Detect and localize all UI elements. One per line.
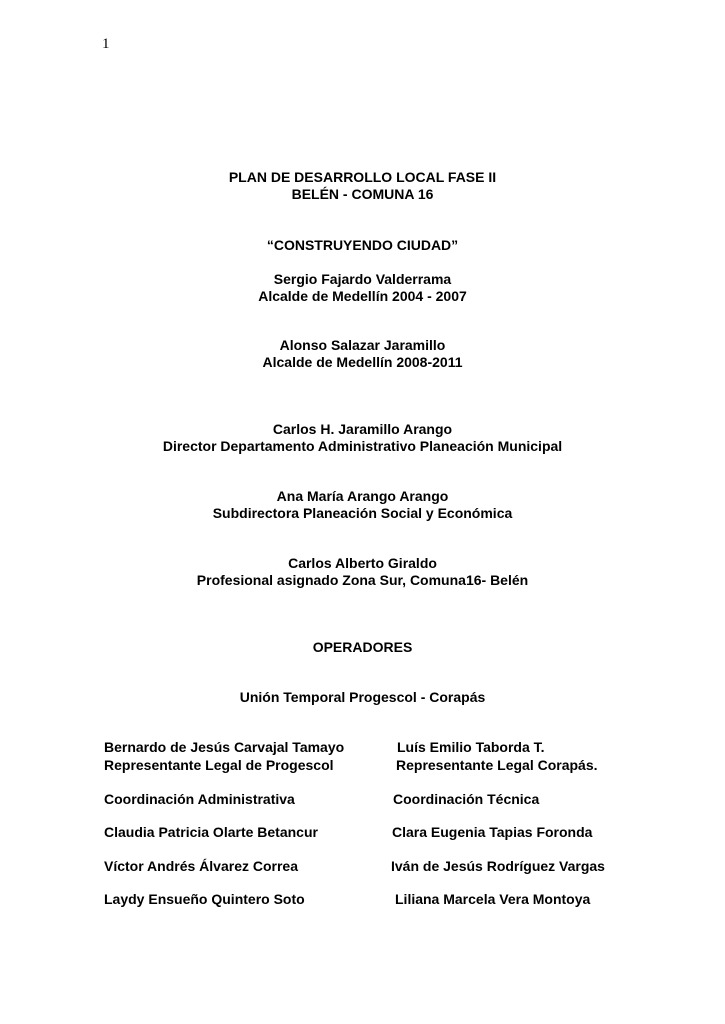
official-role: Alcalde de Medellín 2008-2011 <box>262 354 463 370</box>
slogan: “CONSTRUYENDO CIUDAD” <box>266 237 459 253</box>
page-number: 1 <box>102 36 110 52</box>
right-col-item: Luís Emilio Taborda T. <box>397 739 545 755</box>
left-col-item: Claudia Patricia Olarte Betancur <box>104 824 318 840</box>
official-role: Profesional asignado Zona Sur, Comuna16- Belén <box>196 572 529 588</box>
left-col-item: Representante Legal de Progescol <box>104 757 334 773</box>
official-role: Alcalde de Medellín 2004 - 2007 <box>258 288 467 304</box>
official-role: Subdirectora Planeación Social y Económica <box>212 505 513 521</box>
right-col-item: Iván de Jesús Rodríguez Vargas <box>391 858 605 874</box>
left-col-item: Laydy Ensueño Quintero Soto <box>104 891 305 907</box>
right-col-item: Coordinación Técnica <box>393 791 540 807</box>
left-col-item: Víctor Andrés Álvarez Correa <box>104 858 298 874</box>
title-line-2: BELÉN - COMUNA 16 <box>291 186 434 202</box>
right-col-item: Clara Eugenia Tapias Foronda <box>392 824 593 840</box>
union-name: Unión Temporal Progescol - Corapás <box>239 689 486 705</box>
official-name: Alonso Salazar Jaramillo <box>279 337 446 353</box>
operators-heading: OPERADORES <box>312 639 413 655</box>
title-line-1: PLAN DE DESARROLLO LOCAL FASE II <box>228 169 497 185</box>
left-col-item: Coordinación Administrativa <box>104 791 295 807</box>
official-name: Carlos H. Jaramillo Arango <box>272 421 453 437</box>
official-role: Director Departamento Administrativo Planeación Municipal <box>162 438 563 454</box>
right-col-item: Liliana Marcela Vera Montoya <box>395 891 591 907</box>
official-name: Ana María Arango Arango <box>276 488 449 504</box>
official-name: Carlos Alberto Giraldo <box>288 555 437 571</box>
left-col-item: Bernardo de Jesús Carvajal Tamayo <box>104 739 345 755</box>
official-name: Sergio Fajardo Valderrama <box>273 271 452 287</box>
right-col-item: Representante Legal Corapás. <box>396 757 598 773</box>
